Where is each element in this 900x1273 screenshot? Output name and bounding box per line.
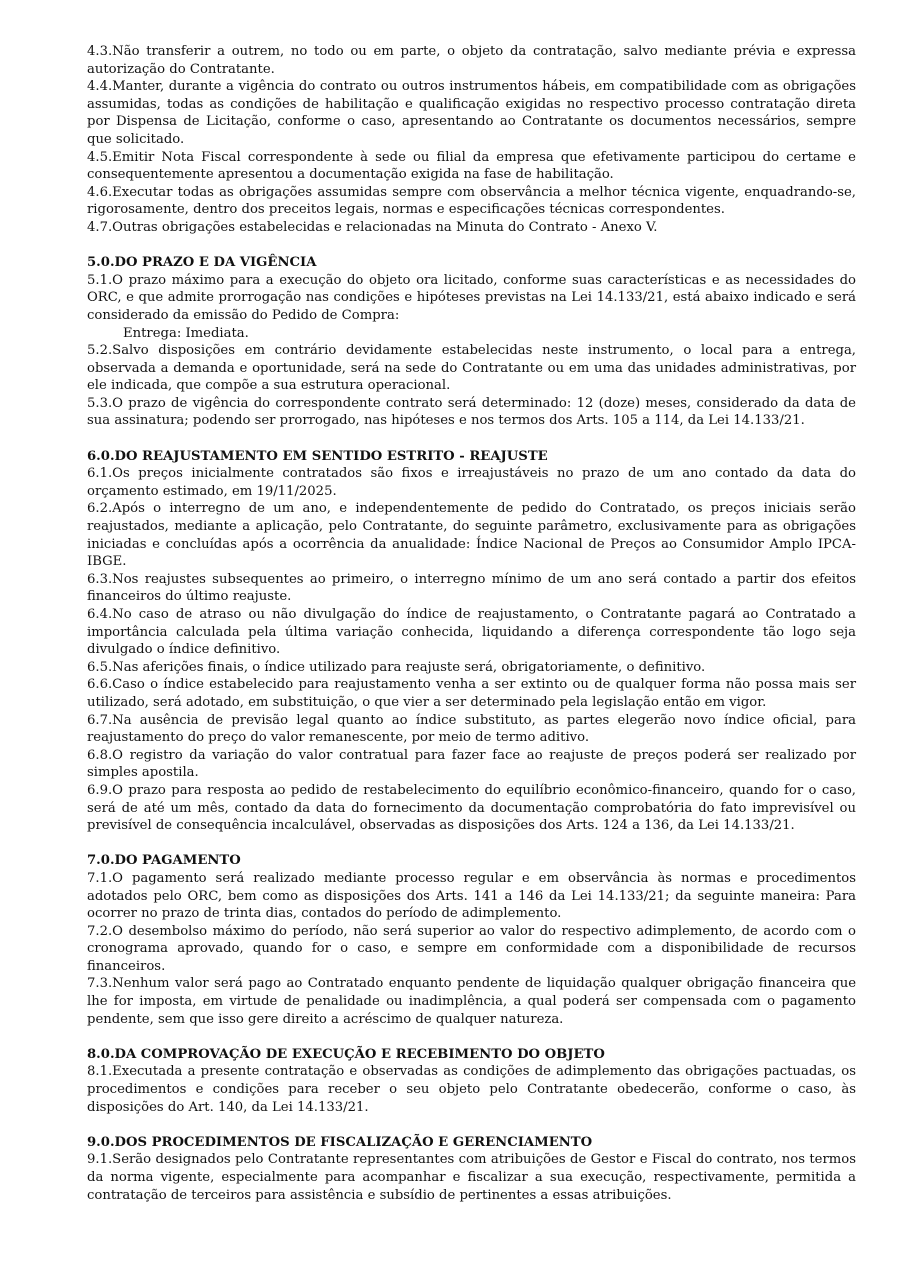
section-4-continued <box>87 43 856 237</box>
clause-4-3: 4.3.Não transferir a outrem, no todo ou em parte, o objeto da contratação, salvo mediante prévia e expressa autorização do Contratante. <box>87 44 856 77</box>
section-8-heading: 8.0.DA COMPROVAÇÃO DE EXECUÇÃO E RECEBIMENTO DO OBJETO <box>87 1046 605 1062</box>
clause-6-2: 6.2.Após o interregno de um ano, e independentemente de pedido do Contratado, os preços iniciais serão reajustados, mediante a aplicação, pelo Contratante, do seguinte parâmetro, exclusivamente para as obrigações iniciadas e concluídas após a ocorrência da anualidade: Índice Nacional de Preços ao Consumidor Amplo IPCA-IBGE. <box>87 501 856 570</box>
section-6 <box>87 448 856 835</box>
clause-6-3: 6.3.Nos reajustes subsequentes ao primeiro, o interregno mínimo de um ano será contado a partir dos efeitos financeiros do último reajuste. <box>87 571 856 605</box>
clause-4-6: 4.6.Executar todas as obrigações assumidas sempre com observância a melhor técnica vigente, enquadrando-se, rigorosamente, dentro dos preceitos legais, normas e especificações técnicas correspondentes. <box>87 184 856 218</box>
clause-5-2: 5.2.Salvo disposições em contrário devidamente estabelecidas neste instrumento, o local para a entrega, observada a demanda e oportunidade, será na sede do Contratante ou em uma das unidades administrativas, por ele indicada, que compõe a sua estrutura operacional. <box>87 343 856 394</box>
delivery-term: Entrega: Imediata. <box>123 325 249 341</box>
clause-6-9: 6.9.O prazo para resposta ao pedido de restabelecimento do equilíbrio econômico-financeiro, quando for o caso, será de até um mês, contado da data do fornecimento da documentação comprobatória do fato imprevisível ou previsível de consequência incalculável, observadas as disposições dos Arts. 124 a 136, da Lei 14.133/21. <box>87 782 856 834</box>
section-8 <box>87 1046 856 1116</box>
section-7-heading: 7.0.DO PAGAMENTO <box>87 853 241 869</box>
clause-5-3: 5.3.O prazo de vigência do correspondente contrato será determinado: 12 (doze) meses, considerado da data de sua assinatura; podendo ser prorrogado, nas hipóteses e nos termos dos Arts. 105 a 114, da Lei 14.133/21. <box>87 395 856 429</box>
clause-6-6: 6.6.Caso o índice estabelecido para reajustamento venha a ser extinto ou de qualquer forma não possa mais ser utilizado, será adotado, em substituição, o que vier a ser determinado pela legislação então em vigor. <box>87 677 856 710</box>
clause-6-7: 6.7.Na ausência de previsão legal quanto ao índice substituto, as partes elegerão novo índice oficial, para reajustamento do preço do valor remanescente, por meio de termo aditivo. <box>87 712 856 746</box>
section-9-heading: 9.0.DOS PROCEDIMENTOS DE FISCALIZAÇÃO E GERENCIAMENTO <box>87 1134 593 1150</box>
clause-7-1: 7.1.O pagamento será realizado mediante processo regular e em observância às normas e procedimentos adotados pelo ORC, bem como as disposições dos Arts. 141 a 146 da Lei 14.133/21; da seguinte maneira: Para ocorrer no prazo de trinta dias, contados do período de adimplemento. <box>87 870 856 922</box>
section-5-heading: 5.0.DO PRAZO E DA VIGÊNCIA <box>87 255 317 271</box>
clause-8-1: 8.1.Executada a presente contratação e observadas as condições de adimplemento das obrigações pactuadas, os procedimentos e condições para receber o seu objeto pelo Contratante obedecerão, conforme o caso, às disposições do Art. 140, da Lei 14.133/21. <box>87 1064 856 1115</box>
clause-4-4: 4.4.Manter, durante a vigência do contrato ou outros instrumentos hábeis, em compatibilidade com as obrigações assumidas, todas as condições de habilitação e qualificação exigidas no respectivo processo contratação direta por Dispensa de Licitação, conforme o caso, apresentando ao Contratante os documentos necessários, sempre que solicitado. <box>87 79 856 147</box>
section-5 <box>87 254 856 430</box>
clause-4-7: 4.7.Outras obrigações estabelecidas e relacionadas na Minuta do Contrato - Anexo V. <box>87 219 658 235</box>
clause-7-3: 7.3.Nenhum valor será pago ao Contratado enquanto pendente de liquidação qualquer obrigação financeira que lhe for imposta, em virtude de penalidade ou inadimplência, a qual poderá ser compensada com o pagamento pendente, sem que isso gere direito a acréscimo de qualquer natureza. <box>87 976 856 1027</box>
clause-6-4: 6.4.No caso de atraso ou não divulgação do índice de reajustamento, o Contratante pagará ao Contratado a importância calculada pela última variação conhecida, liquidando a diferença correspondente tão logo seja divulgado o índice definitivo. <box>87 607 856 658</box>
clause-7-2: 7.2.O desembolso máximo do período, não será superior ao valor do respectivo adimplemento, de acordo com o cronograma aprovado, quando for o caso, e sempre em conformidade com a disponibilidade de recursos financeiros. <box>87 923 856 974</box>
clause-4-5: 4.5.Emitir Nota Fiscal correspondente à sede ou filial da empresa que efetivamente participou do certame e consequentemente apresentou a documentação exigida na fase de habilitação. <box>87 149 856 183</box>
clause-6-8: 6.8.O registro da variação do valor contratual para fazer face ao reajuste de preços poderá ser realizado por simples apostila. <box>87 747 856 781</box>
clause-9-1: 9.1.Serão designados pelo Contratante representantes com atribuições de Gestor e Fiscal do contrato, nos termos da norma vigente, especialmente para acompanhar e fiscalizar a sua execução, respectivamente, permitida a contratação de terceiros para assistência e subsídio de pertinentes a essas atribuições. <box>87 1152 856 1203</box>
section-6-heading: 6.0.DO REAJUSTAMENTO EM SENTIDO ESTRITO - REAJUSTE <box>87 448 548 464</box>
section-7 <box>87 852 856 1028</box>
section-9 <box>87 1134 856 1204</box>
clause-6-1: 6.1.Os preços inicialmente contratados são fixos e irreajustáveis no prazo de um ano contado da data do orçamento estimado, em 19/11/2025. <box>87 466 856 499</box>
clause-5-1: 5.1.O prazo máximo para a execução do objeto ora licitado, conforme suas características e as necessidades do ORC, e que admite prorrogação nas condições e hipóteses previstas na Lei 14.133/21, está abaixo indicado e será considerado da emissão do Pedido de Compra: <box>87 272 856 323</box>
clause-6-5: 6.5.Nas aferições finais, o índice utilizado para reajuste será, obrigatoriamente, o definitivo. <box>87 659 706 675</box>
